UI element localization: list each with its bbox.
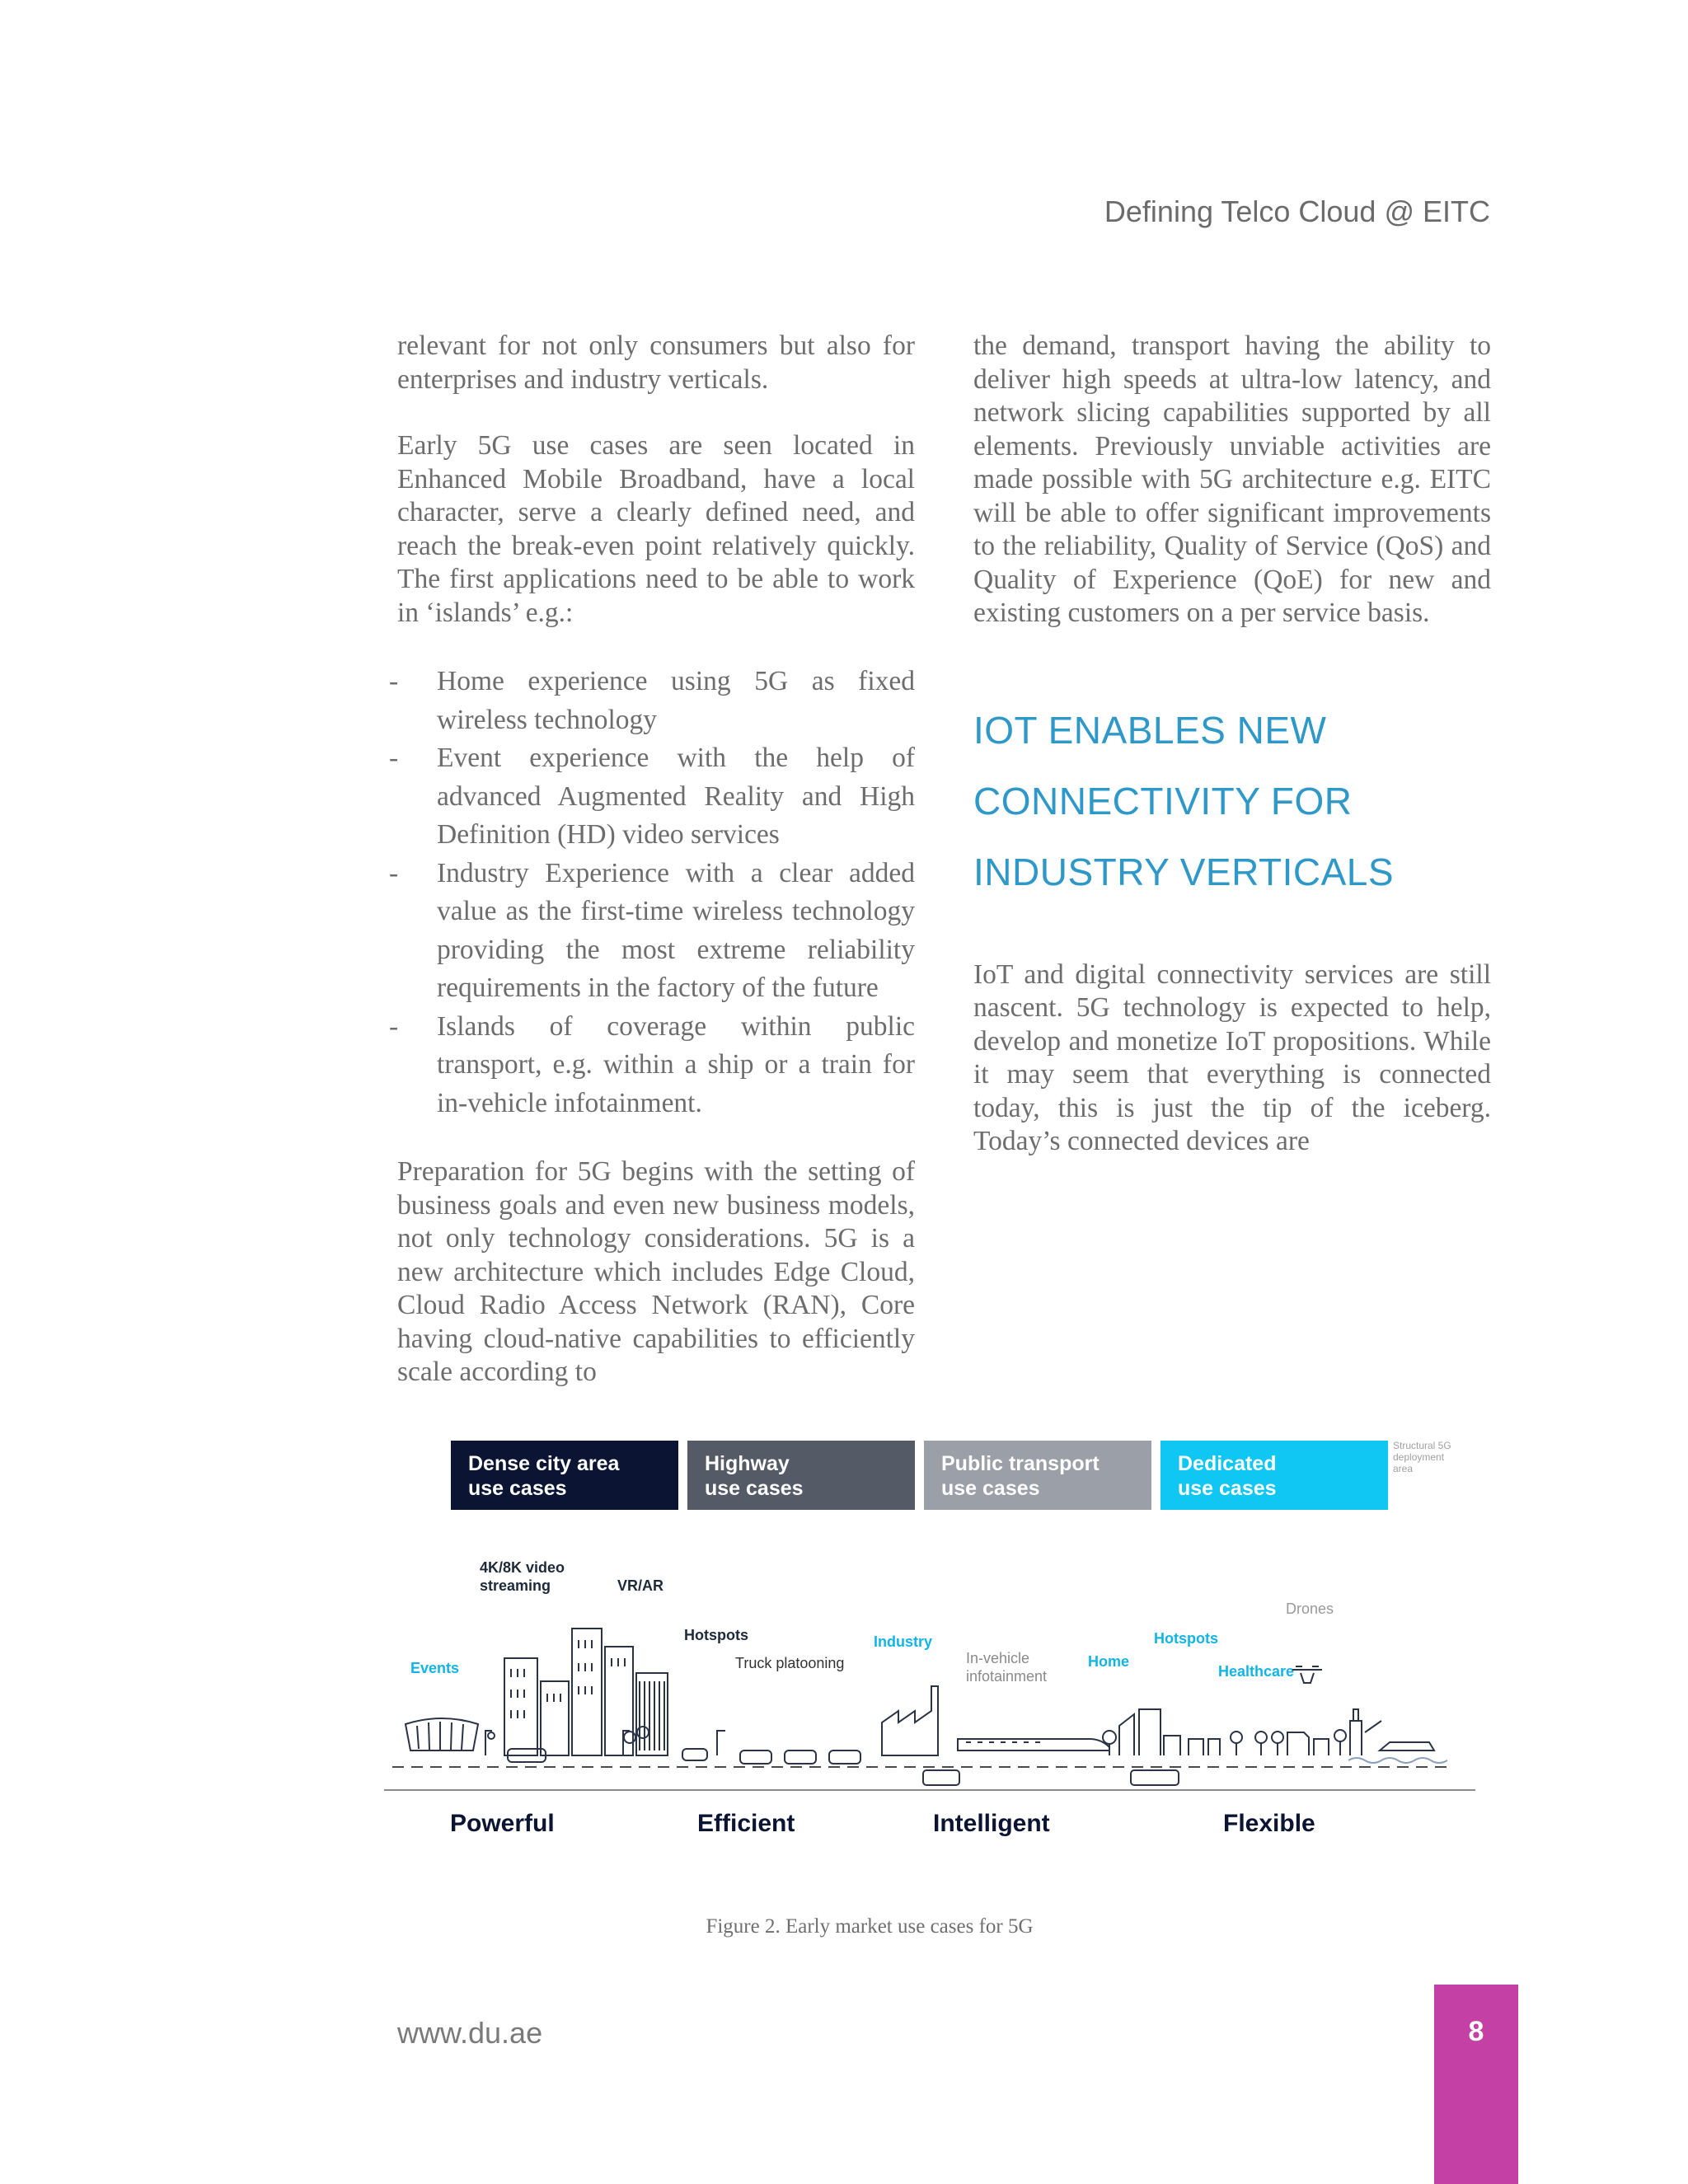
use-cases-figure	[384, 1434, 1475, 1863]
label-infotainment: In-vehicle	[966, 1650, 1030, 1666]
list-item-text: Event experience with the help of advanced Augmented Reality and High Definition (HD) video services	[437, 743, 915, 850]
box-label: Public transport	[941, 1452, 1100, 1475]
building-icon	[572, 1629, 602, 1755]
truck-icon	[785, 1750, 816, 1764]
water-waves	[1348, 1758, 1447, 1763]
house-icon	[1119, 1709, 1180, 1755]
building-icon	[541, 1681, 569, 1755]
attribute-powerful: Powerful	[450, 1810, 555, 1837]
bullet-dash: -	[389, 743, 399, 773]
box-label: use cases	[468, 1477, 567, 1500]
page-number: 8	[1468, 2016, 1484, 2047]
building-icon	[504, 1658, 537, 1755]
label-video: 4K/8K video	[480, 1559, 565, 1576]
page-number-tab	[1434, 1985, 1518, 2184]
truck-icon	[829, 1750, 860, 1764]
box-label: use cases	[1178, 1477, 1277, 1500]
label-vrar: VR/AR	[617, 1577, 664, 1594]
bullet-list	[389, 663, 915, 1122]
car-icon	[682, 1749, 707, 1760]
list-item	[389, 1008, 915, 1123]
attribute-efficient: Efficient	[697, 1810, 795, 1837]
heading-line: CONNECTIVITY FOR	[973, 779, 1353, 823]
label-video: streaming	[480, 1577, 551, 1594]
paragraph: IoT and digital connectivity services are still nascent. 5G technology is expected to help, develop and monetize IoT propositions. While it may seem that everything is connected today, this is just the tip of the iceberg. Today’s connected devices are	[973, 958, 1491, 1156]
city-scene	[406, 1629, 1447, 1785]
bullet-dash: -	[389, 1010, 399, 1042]
stadium-icon	[406, 1718, 478, 1750]
label-healthcare: Healthcare	[1218, 1663, 1295, 1680]
bus-icon	[923, 1770, 959, 1785]
list-item-text: Industry Experience with a clear added value as the first-time wireless technology providing the most extreme reliability requirements in the factory of the future	[437, 857, 915, 1003]
heading-line: IOT ENABLES NEW	[973, 708, 1327, 752]
house-icon	[1287, 1732, 1329, 1755]
label-truck-platooning: Truck platooning	[735, 1655, 845, 1671]
box-label: Highway	[705, 1452, 790, 1475]
legend-note: area	[1393, 1463, 1414, 1474]
tree-icon	[1255, 1732, 1267, 1743]
bullet-dash: -	[389, 857, 399, 888]
label-hotspots: Hotspots	[684, 1627, 748, 1643]
stadium-ribs	[417, 1722, 463, 1750]
label-hotspots-dedicated: Hotspots	[1154, 1630, 1218, 1647]
oil-rig-icon	[1350, 1709, 1381, 1755]
footer-url: www.du.ae	[397, 2016, 543, 2050]
paragraph: the demand, transport having the ability to deliver high speeds at ultra-low latency, and network slicing capabilities supported by all elements. Previously unviable activities are made possible with 5G architecture e.g. EITC will be able to offer significant improvements to the reliability, Quality of Service (QoS) and Quality of Experience (QoE) for new and existing customers on a per service basis.	[973, 330, 1491, 628]
right-column	[973, 330, 1491, 1159]
house-icon	[1189, 1739, 1220, 1755]
bullet-dash: -	[389, 666, 399, 696]
label-drones: Drones	[1286, 1601, 1334, 1617]
bus-icon	[1131, 1770, 1179, 1785]
person-icon	[488, 1732, 495, 1739]
building-icon	[636, 1673, 668, 1755]
label-infotainment: infotainment	[966, 1668, 1048, 1685]
tree-icon	[1334, 1730, 1346, 1741]
drone-icon	[1292, 1666, 1322, 1683]
legend-note: Structural 5G	[1393, 1440, 1451, 1451]
box-label: use cases	[705, 1477, 804, 1500]
section-heading	[973, 695, 1491, 907]
factory-icon	[882, 1686, 938, 1755]
list-item	[389, 739, 915, 855]
list-item	[389, 663, 915, 739]
list-item-text: Islands of coverage within public transport, e.g. within a ship or a train for in-vehicle infotainment.	[437, 1010, 915, 1118]
paragraph: Preparation for 5G begins with the setting of business goals and even new business models, not only technology considerations. 5G is a new architecture which includes Edge Cloud, Cloud Radio Access Network (RAN), Core having cloud-native capabilities to efficiently scale according to	[397, 1156, 915, 1387]
list-item-text: Home experience using 5G as fixed wireless technology	[437, 666, 915, 735]
attribute-flexible: Flexible	[1223, 1810, 1315, 1837]
box-label: Dedicated	[1178, 1452, 1277, 1475]
train-icon	[958, 1739, 1109, 1750]
heading-line: INDUSTRY VERTICALS	[973, 850, 1395, 893]
legend-note: deployment	[1393, 1451, 1445, 1463]
attribute-intelligent: Intelligent	[933, 1810, 1050, 1837]
truck-icon	[740, 1750, 771, 1764]
list-item	[389, 855, 915, 1008]
tree-icon	[1231, 1732, 1242, 1743]
running-header: Defining Telco Cloud @ EITC	[1104, 194, 1490, 228]
tree-trunk	[1236, 1743, 1278, 1755]
figure-caption: Figure 2. Early market use cases for 5G	[706, 1915, 1034, 1938]
tree-icon	[1103, 1731, 1116, 1744]
label-events: Events	[410, 1660, 460, 1676]
use-cases-illustration	[384, 1434, 1475, 1863]
label-home: Home	[1088, 1653, 1130, 1670]
box-label: use cases	[941, 1477, 1040, 1500]
paragraph: Early 5G use cases are seen located in Enhanced Mobile Broadband, have a local character, serve a clearly defined need, and reach the break-even point relatively quickly. The first applications need to be able to work in ‘islands’ e.g.:	[397, 430, 915, 628]
label-industry: Industry	[874, 1633, 933, 1650]
box-label: Dense city area	[468, 1452, 620, 1475]
tree-icon	[1272, 1732, 1283, 1743]
building-stripes	[640, 1681, 664, 1750]
ship-icon	[1380, 1742, 1434, 1750]
paragraph: relevant for not only consumers but also for enterprises and industry verticals.	[397, 330, 915, 395]
left-column	[389, 330, 915, 1390]
